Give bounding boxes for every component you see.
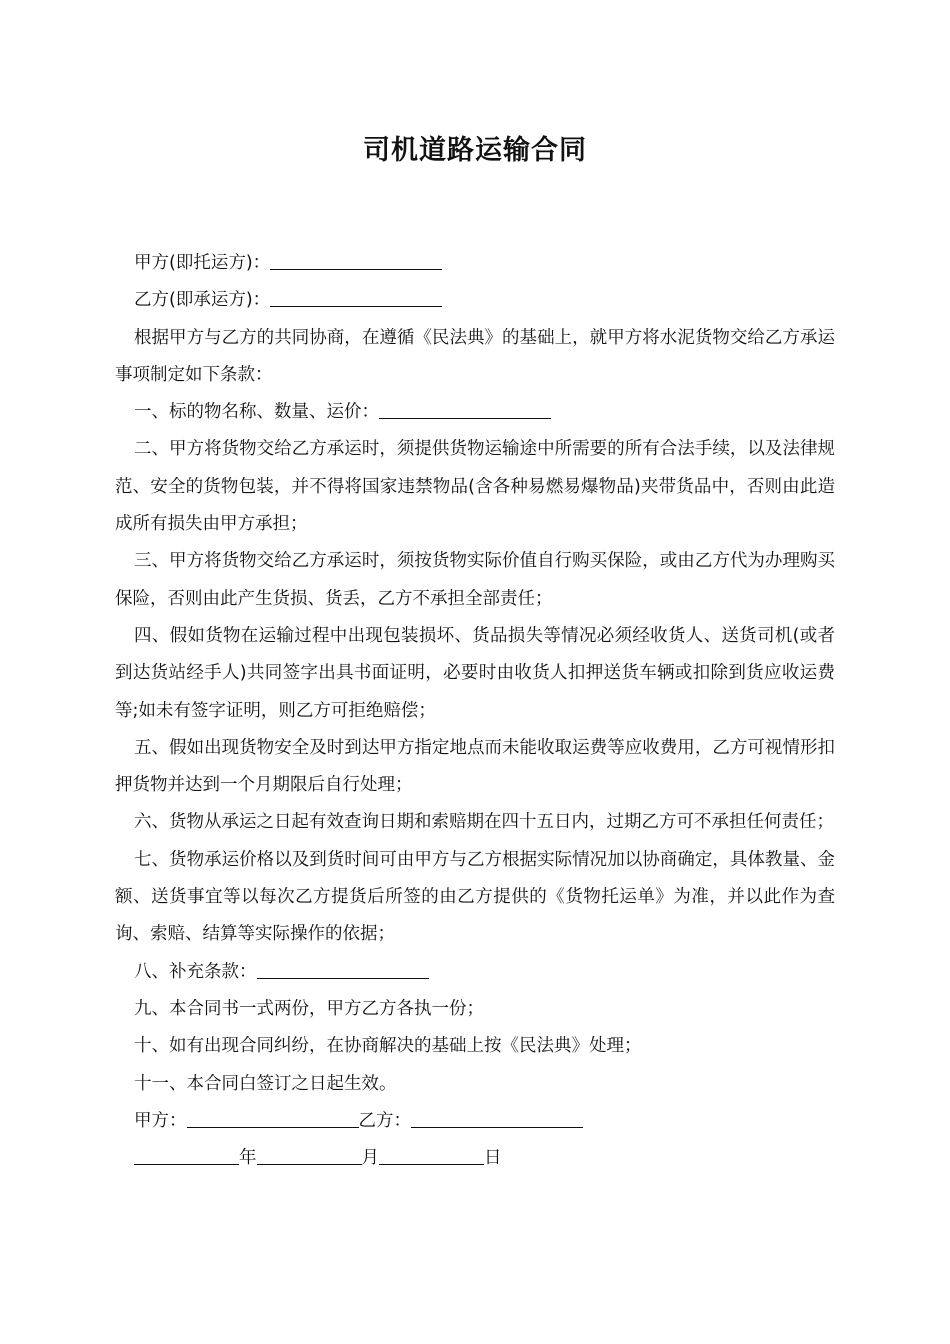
- clause-4: 四、假如货物在运输过程中出现包装损坏、货品损失等情况必须经收货人、送货司机(或者到达货站经手人)共同签字出具书面证明，必要时由收货人扣押送货车辆或扣除到货应收运费等;如未有签字证明，则乙方可拒绝赔偿；: [115, 625, 835, 721]
- signature-line: [115, 1103, 835, 1140]
- party-a-line: [115, 245, 835, 282]
- clause-11: 十一、本合同白签订之日起生效。: [134, 1073, 397, 1094]
- sign-b-label: 乙方：: [358, 1110, 411, 1131]
- party-a-blank: [270, 268, 442, 270]
- party-b-label: 乙方(即承运方)：: [134, 290, 271, 311]
- sign-b-blank: [411, 1126, 583, 1128]
- clause-5: 五、假如出现货物安全及时到达甲方指定地点而未能收取运费等应收费用，乙方可视情形扣押货物并达到一个月期限后自行处理；: [115, 737, 835, 796]
- clause-9: 九、本合同书一式两份，甲方乙方各执一份；: [134, 998, 484, 1019]
- sign-a-label: 甲方：: [134, 1110, 187, 1131]
- clause-10: 十、如有出现合同纠纷，在协商解决的基础上按《民法典》处理；: [134, 1036, 642, 1057]
- clause-7: 七、货物承运价格以及到货时间可由甲方与乙方根据实际情况加以协商确定，具体教量、金额、送货事宜等以每次乙方提货后所签的由乙方提供的《货物托运单》为准，并以此作为查询、索赔、结算等实际操作的依据；: [115, 849, 835, 945]
- date-line: [115, 1140, 835, 1177]
- clause-1-text: 一、标的物名称、数量、运价：: [134, 402, 379, 423]
- clause-2: 二、甲方将货物交给乙方承运时，须提供货物运输途中所需要的所有合法手续，以及法律规范、安全的货物包装，并不得将国家违禁物品(含各种易燃易爆物品)夹带货品中，否则由此造成所有损失由甲方承担；: [115, 439, 835, 535]
- month-blank: [257, 1163, 362, 1165]
- document-title: 司机道路运输合同: [363, 135, 587, 166]
- party-a-label: 甲方(即托运方)：: [134, 253, 271, 273]
- month-label: 月: [361, 1148, 379, 1169]
- year-label: 年: [239, 1148, 257, 1169]
- clause-3: 三、甲方将货物交给乙方承运时，须按货物实际价值自行购买保险，或由乙方代为办理购买保险，否则由此产生货损、货丢，乙方不承担全部责任；: [115, 551, 835, 609]
- clause-1: [115, 394, 835, 431]
- clause-8-blank: [257, 977, 429, 979]
- party-b-line: [115, 282, 835, 319]
- clause-8-text: 八、补充条款：: [134, 961, 257, 982]
- party-b-blank: [270, 305, 442, 307]
- clause-1-blank: [379, 417, 551, 419]
- day-blank: [379, 1163, 484, 1165]
- sign-a-blank: [187, 1126, 359, 1128]
- intro-paragraph: 根据甲方与乙方的共同协商，在遵循《民法典》的基础上，就甲方将水泥货物交给乙方承运事项制定如下条款：: [115, 327, 835, 385]
- clause-8: [115, 954, 835, 991]
- clause-6: 六、货物从承运之日起有效查询日期和索赔期在四十五日内，过期乙方可不承担任何责任；: [134, 812, 834, 833]
- contract-body: [115, 245, 835, 1177]
- year-blank: [134, 1163, 239, 1165]
- day-label: 日: [484, 1148, 502, 1169]
